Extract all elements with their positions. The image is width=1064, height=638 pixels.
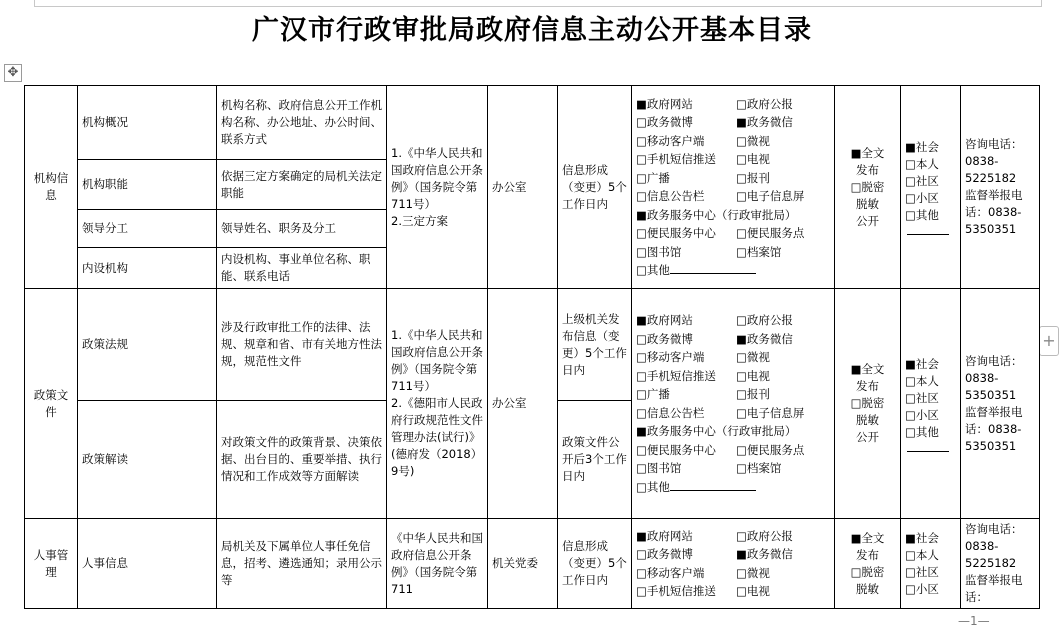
subcategory-cell: 政策解读 xyxy=(78,401,217,519)
channel-option: □电视 xyxy=(736,584,770,598)
subcategory-cell: 机构职能 xyxy=(78,160,217,210)
contact-cell: 咨询电话：0838-5225182 监督举报电话： xyxy=(961,519,1040,609)
channel-list xyxy=(636,95,830,280)
page-top-edge xyxy=(34,0,1042,7)
basis-cell: 1.《中华人民共和国政府信息公开条例》（国务院令第 711号） 2.《德阳市人民政府行政规范性文件管理办法(试行)》(德府发（2018）9号) xyxy=(387,289,488,519)
timing-cell: 上级机关发布信息（变更）5个工作日内 xyxy=(558,289,632,401)
content-cell: 依据三定方案确定的局机关法定职能 xyxy=(217,160,387,210)
contact-cell: 咨询电话：0838-5350351 监督举报电话：0838-5350351 xyxy=(961,289,1040,519)
channel-option: ■政务服务中心（行政审批局） xyxy=(636,424,797,438)
content-cell: 对政策文件的政策背景、决策依据、出台目的、重要举措、执行情况和工作成效等方面解读 xyxy=(217,401,387,519)
scope-cell: ■社会 □本人 □社区 □小区 xyxy=(901,519,961,609)
channel-list xyxy=(636,527,830,601)
content-cell: 领导姓名、职务及分工 xyxy=(217,210,387,248)
subcategory-cell: 领导分工 xyxy=(78,210,217,248)
channel-option: □移动客户端 xyxy=(636,350,705,364)
department-cell: 办公室 xyxy=(488,289,558,519)
add-row-button[interactable]: + xyxy=(1039,326,1059,356)
channel-option: □信息公告栏 xyxy=(636,405,705,420)
channel-option: ■政务微信 xyxy=(736,331,793,346)
channel-option: ■政务微信 xyxy=(736,115,793,129)
channel-option: □政府公报 xyxy=(736,313,793,327)
table-row xyxy=(25,519,1040,609)
subcategory-cell: 政策法规 xyxy=(78,289,217,401)
scope-cell: ■社会 □本人 □社区 □小区 □其他 xyxy=(901,86,961,289)
channel-option: □其他 xyxy=(636,261,832,280)
channel-option: □档案馆 xyxy=(736,461,782,475)
channel-cell xyxy=(632,289,835,519)
channel-option: □报刊 xyxy=(736,170,770,185)
mode-cell: ■全文 发布 □脱密 脱敏 公开 xyxy=(835,289,901,519)
channel-option: ■政务微信 xyxy=(736,547,793,561)
channel-option: □手机短信推送 xyxy=(636,584,716,598)
channel-option: □微视 xyxy=(736,133,770,148)
channel-option: □电视 xyxy=(736,368,770,383)
other-underline xyxy=(670,261,756,274)
channel-option: □便民服务点 xyxy=(736,226,805,240)
channel-option: □电子信息屏 xyxy=(736,405,805,420)
department-cell: 机关党委 xyxy=(488,519,558,609)
channel-option: □电视 xyxy=(736,152,770,166)
channel-option: □手机短信推送 xyxy=(636,152,716,166)
basis-cell: 1.《中华人民共和国政府信息公开条例》（国务院令第 711号） 2.三定方案 xyxy=(387,86,488,289)
channel-option: □政务微博 xyxy=(636,331,693,346)
channel-option: ■政府网站 xyxy=(636,313,693,327)
channel-option: □移动客户端 xyxy=(636,565,705,580)
channel-option: □便民服务中心 xyxy=(636,226,716,240)
channel-option: □政务微博 xyxy=(636,547,693,561)
channel-option: □图书馆 xyxy=(636,244,682,259)
content-cell: 内设机构、事业单位名称、职能、联系电话 xyxy=(217,248,387,289)
channel-option: ■政府网站 xyxy=(636,96,693,111)
channel-option: □微视 xyxy=(736,565,770,580)
channel-option: □便民服务点 xyxy=(736,442,805,457)
contact-cell: 咨询电话：0838-5225182 监督举报电话：0838-5350351 xyxy=(961,86,1040,289)
channel-option: □其他 xyxy=(636,478,832,497)
channel-option: □图书馆 xyxy=(636,461,682,475)
channel-option: □移动客户端 xyxy=(636,133,705,148)
channel-cell xyxy=(632,86,835,289)
channel-list xyxy=(636,311,830,496)
channel-option: □报刊 xyxy=(736,387,770,401)
timing-cell: 信息形成（变更）5个工作日内 xyxy=(558,86,632,289)
channel-option: □信息公告栏 xyxy=(636,189,705,203)
move-handle-icon[interactable]: ✥ xyxy=(4,64,22,82)
page-title: 广汉市行政审批局政府信息主动公开基本目录 xyxy=(252,15,812,46)
table-row xyxy=(25,289,1040,401)
mode-cell: ■全文 发布 □脱密 脱敏 公开 xyxy=(835,86,901,289)
mode-cell: ■全文 发布 □脱密 脱敏 xyxy=(835,519,901,609)
basis-cell: 《中华人民共和国政府信息公开条例》（国务院令第 711 xyxy=(387,519,488,609)
scope-cell: ■社会 □本人 □社区 □小区 □其他 xyxy=(901,289,961,519)
category-cell: 机构信息 xyxy=(25,86,78,289)
channel-option: □政府公报 xyxy=(736,96,793,111)
table-row xyxy=(25,86,1040,160)
channel-option: □政务微博 xyxy=(636,115,693,129)
page-number: —1— xyxy=(958,614,990,628)
subcategory-cell: 内设机构 xyxy=(78,248,217,289)
channel-cell xyxy=(632,519,835,609)
timing-cell: 政策文件公开后3个工作日内 xyxy=(558,401,632,519)
channel-option: □便民服务中心 xyxy=(636,442,716,457)
content-cell: 局机关及下属单位人事任免信息，招考、遴选通知；录用公示等 xyxy=(217,519,387,609)
channel-option: ■政府网站 xyxy=(636,528,693,543)
channel-option: □电子信息屏 xyxy=(736,189,805,203)
timing-cell: 信息形成（变更）5个工作日内 xyxy=(558,519,632,609)
channel-option: □广播 xyxy=(636,387,670,401)
channel-option: □档案馆 xyxy=(736,244,782,259)
channel-option: ■政务服务中心（行政审批局） xyxy=(636,207,797,222)
channel-option: □政府公报 xyxy=(736,528,793,543)
subcategory-cell: 人事信息 xyxy=(78,519,217,609)
subcategory-cell: 机构概况 xyxy=(78,86,217,160)
channel-option: □广播 xyxy=(636,170,670,185)
catalog-table xyxy=(24,85,1040,609)
content-cell: 涉及行政审批工作的法律、法规、规章和省、市有关地方性法规，规范性文件 xyxy=(217,289,387,401)
content-cell: 机构名称、政府信息公开工作机构名称、办公地址、办公时间、联系方式 xyxy=(217,86,387,160)
channel-option: □微视 xyxy=(736,350,770,364)
category-cell: 人事管理 xyxy=(25,519,78,609)
channel-option: □手机短信推送 xyxy=(636,368,716,383)
other-underline xyxy=(670,478,756,491)
category-cell: 政策文件 xyxy=(25,289,78,519)
department-cell: 办公室 xyxy=(488,86,558,289)
